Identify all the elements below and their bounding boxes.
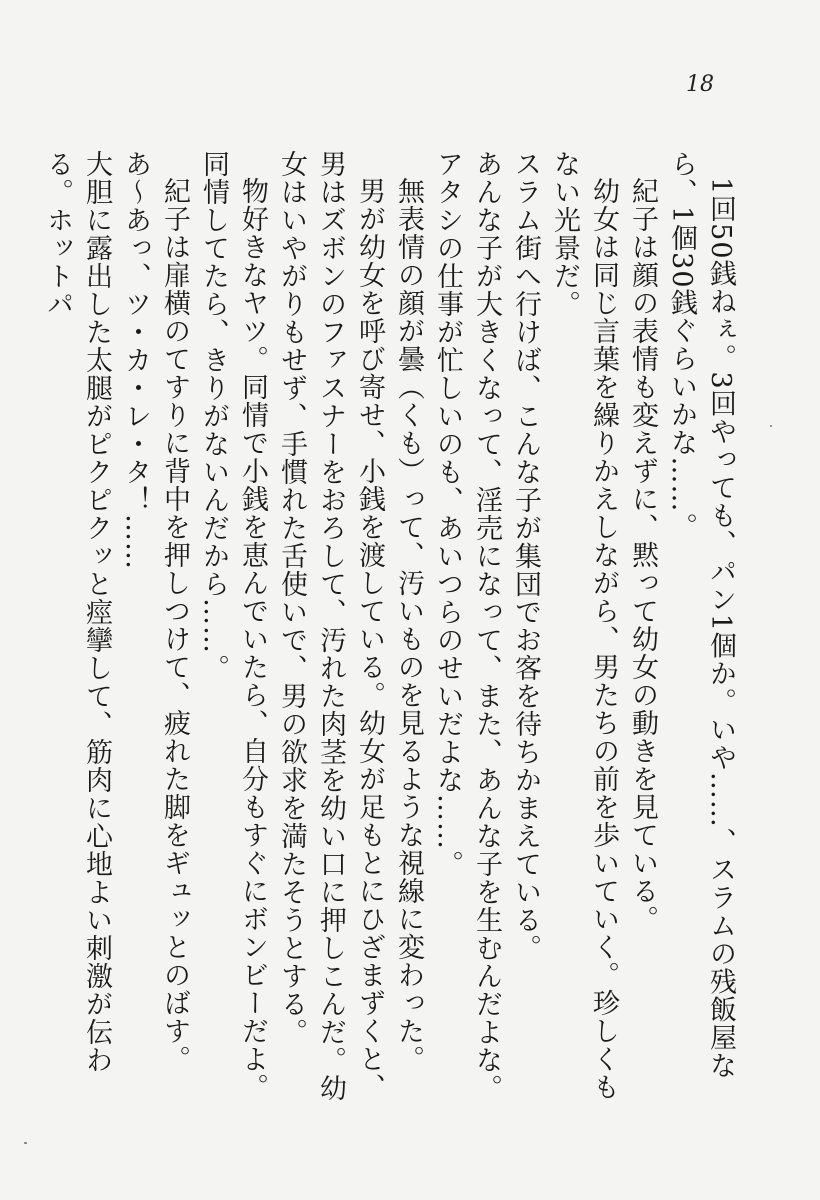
paragraph: 無表情の顔が曇（くも）って、汚いものを見るような視線に変わった。 xyxy=(393,177,424,1073)
paragraph: あ〜あっ、ツ・カ・レ・タ！…… xyxy=(120,150,151,570)
scan-speck xyxy=(770,425,772,427)
paragraph: 幼女は同じ言葉を繰りかえしながら、男たちの前を歩いていく。珍しくもない光景だ。 xyxy=(549,150,619,1101)
paragraph: 大胆に露出した太腿がピクピクッと痙攣して、筋肉に心地よい刺激が伝わる。ホットパ xyxy=(42,150,112,1074)
paragraph: 紀子は扉横のてすりに背中を押しつけて、疲れた脚をギュッとのばす。 xyxy=(159,177,190,1073)
paragraph: 男が幼女を呼び寄せ、小銭を渡している。幼女が足もとにひざまずくと、男はズボンのファスナーをおろして、汚れた肉茎を幼い口に押しこんだ。幼女はいやがりもせず、手慣れた舌使いで、男の欲求を満たそうとする。 xyxy=(276,150,385,1102)
paragraph: 物好きなヤツ。同情で小銭を恵んでいたら、自分もすぐにボンビーだよ。同情してたら、きりがないんだから……。 xyxy=(198,150,268,1101)
paragraph: あんな子が大きくなって、淫売になって、また、あんな子を生むんだよな。アタシの仕事が忙しいのも、あいつらのせいだよな……。 xyxy=(432,150,502,1102)
paragraph: 1回50銭ねぇ。3回やっても、パン1個か。いや……、スラムの残飯屋なら、1個30銭ぐらいかな……。 xyxy=(666,150,736,1080)
paragraph: スラム街へ行けば、こんな子が集団でお客を待ちかまえている。 xyxy=(510,150,541,962)
vertical-text-body xyxy=(38,150,740,1110)
paragraph: 紀子は顔の表情も変えずに、黙って幼女の動きを見ている。 xyxy=(627,177,658,933)
page-number: 18 xyxy=(686,72,714,97)
scan-speck xyxy=(24,1142,27,1144)
